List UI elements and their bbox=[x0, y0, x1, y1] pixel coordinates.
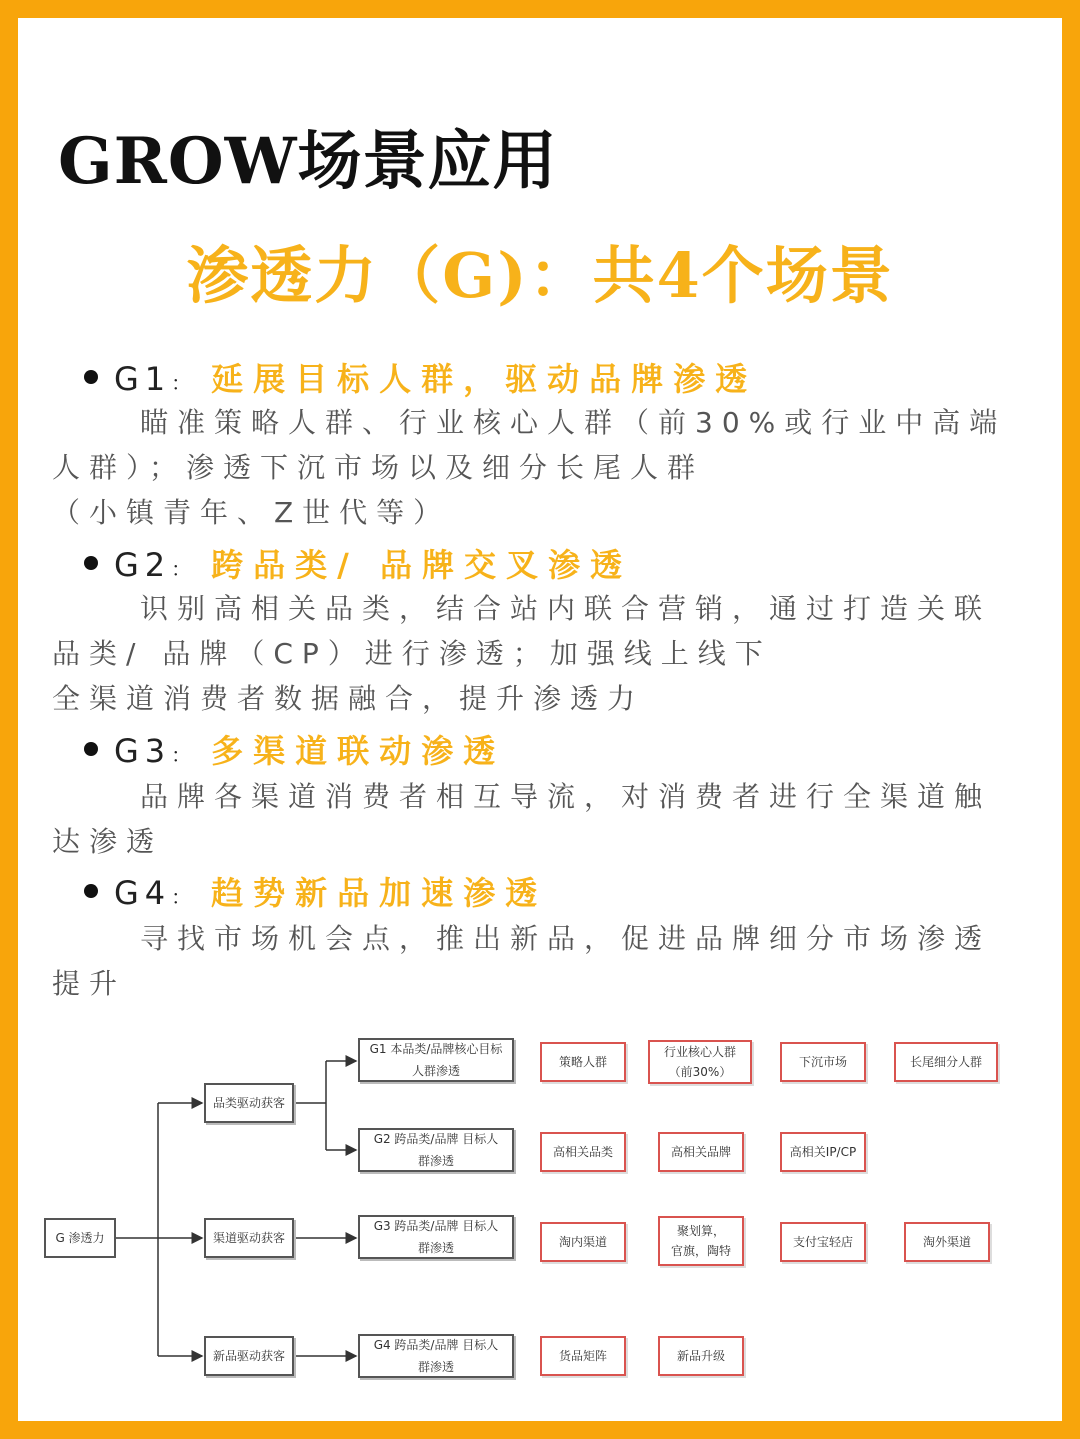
tag-related-category: 高相关品类 bbox=[540, 1132, 626, 1172]
scene-headline: 趋势新品加速渗透 bbox=[211, 874, 548, 912]
driver-node-channel: 渠道驱动获客 bbox=[204, 1218, 294, 1258]
driver-node-category: 品类驱动获客 bbox=[204, 1083, 294, 1123]
scene-headline: 延展目标人群，驱动品牌渗透 bbox=[211, 360, 758, 398]
scene-headline: 跨品类/ 品牌交叉渗透 bbox=[211, 546, 632, 584]
tag-core-crowd: 行业核心人群 （前30%） bbox=[648, 1040, 752, 1084]
bullet-icon bbox=[84, 742, 98, 756]
bullet-icon bbox=[84, 556, 98, 570]
section-subtitle: 渗透力（G)：共4个场景 bbox=[186, 239, 894, 312]
tag-product-matrix: 货品矩阵 bbox=[540, 1336, 626, 1376]
scene-node-g2: G2 跨品类/品牌 目标人 群渗透 bbox=[358, 1128, 514, 1172]
scene-g4-heading: G4： 趋势新品加速渗透 bbox=[84, 868, 547, 914]
scene-g1-heading: G1： 延展目标人群，驱动品牌渗透 bbox=[84, 354, 757, 400]
penetration-diagram bbox=[18, 1028, 1062, 1408]
scene-node-g1: G1 本品类/品牌核心目标 人群渗透 bbox=[358, 1038, 514, 1082]
scene-headline: 多渠道联动渗透 bbox=[211, 732, 506, 770]
tag-strategy-crowd: 策略人群 bbox=[540, 1042, 626, 1082]
driver-node-newproduct: 新品驱动获客 bbox=[204, 1336, 294, 1376]
tag-intra-taobao-channel: 淘内渠道 bbox=[540, 1222, 626, 1262]
scene-code: G3 bbox=[114, 732, 172, 770]
bullet-icon bbox=[84, 370, 98, 384]
scene-code: G4 bbox=[114, 874, 172, 912]
tag-related-ip-cp: 高相关IP/CP bbox=[780, 1132, 866, 1172]
page-title: GROW场景应用 bbox=[58, 124, 558, 199]
tag-related-brand: 高相关品牌 bbox=[658, 1132, 744, 1172]
content-card bbox=[18, 18, 1062, 1421]
scene-code: G2 bbox=[114, 546, 172, 584]
tag-long-tail-crowd: 长尾细分人群 bbox=[894, 1042, 998, 1082]
scene-g2-description: 识别高相关品类，结合站内联合营销，通过打造关联 品类/ 品牌（CP）进行渗透；加强线上线下 全渠道消费者数据融合，提升渗透力 bbox=[52, 592, 992, 715]
scene-g4-description: 寻找市场机会点，推出新品，促进品牌细分市场渗透 提升 bbox=[52, 922, 992, 1000]
tag-external-channel: 淘外渠道 bbox=[904, 1222, 990, 1262]
scene-node-g4: G4 跨品类/品牌 目标人 群渗透 bbox=[358, 1334, 514, 1378]
scene-node-g3: G3 跨品类/品牌 目标人 群渗透 bbox=[358, 1215, 514, 1259]
tag-new-product-upgrade: 新品升级 bbox=[658, 1336, 744, 1376]
scene-g1-description: 瞄准策略人群、行业核心人群（前30%或行业中高端 人群）；渗透下沉市场以及细分长尾人群 （小镇青年、Z世代等） bbox=[52, 406, 1007, 529]
tag-lower-tier-market: 下沉市场 bbox=[780, 1042, 866, 1082]
diagram-root-node: G 渗透力 bbox=[44, 1218, 116, 1258]
scene-g2-heading: G2： 跨品类/ 品牌交叉渗透 bbox=[84, 540, 632, 586]
scene-g3-description: 品牌各渠道消费者相互导流，对消费者进行全渠道触 达渗透 bbox=[52, 780, 992, 858]
tag-alipay-store: 支付宝轻店 bbox=[780, 1222, 866, 1262]
scene-code: G1 bbox=[114, 360, 172, 398]
scene-g3-heading: G3： 多渠道联动渗透 bbox=[84, 726, 505, 772]
tag-juhuasuan: 聚划算， 官旗，陶特 bbox=[658, 1216, 744, 1266]
bullet-icon bbox=[84, 884, 98, 898]
